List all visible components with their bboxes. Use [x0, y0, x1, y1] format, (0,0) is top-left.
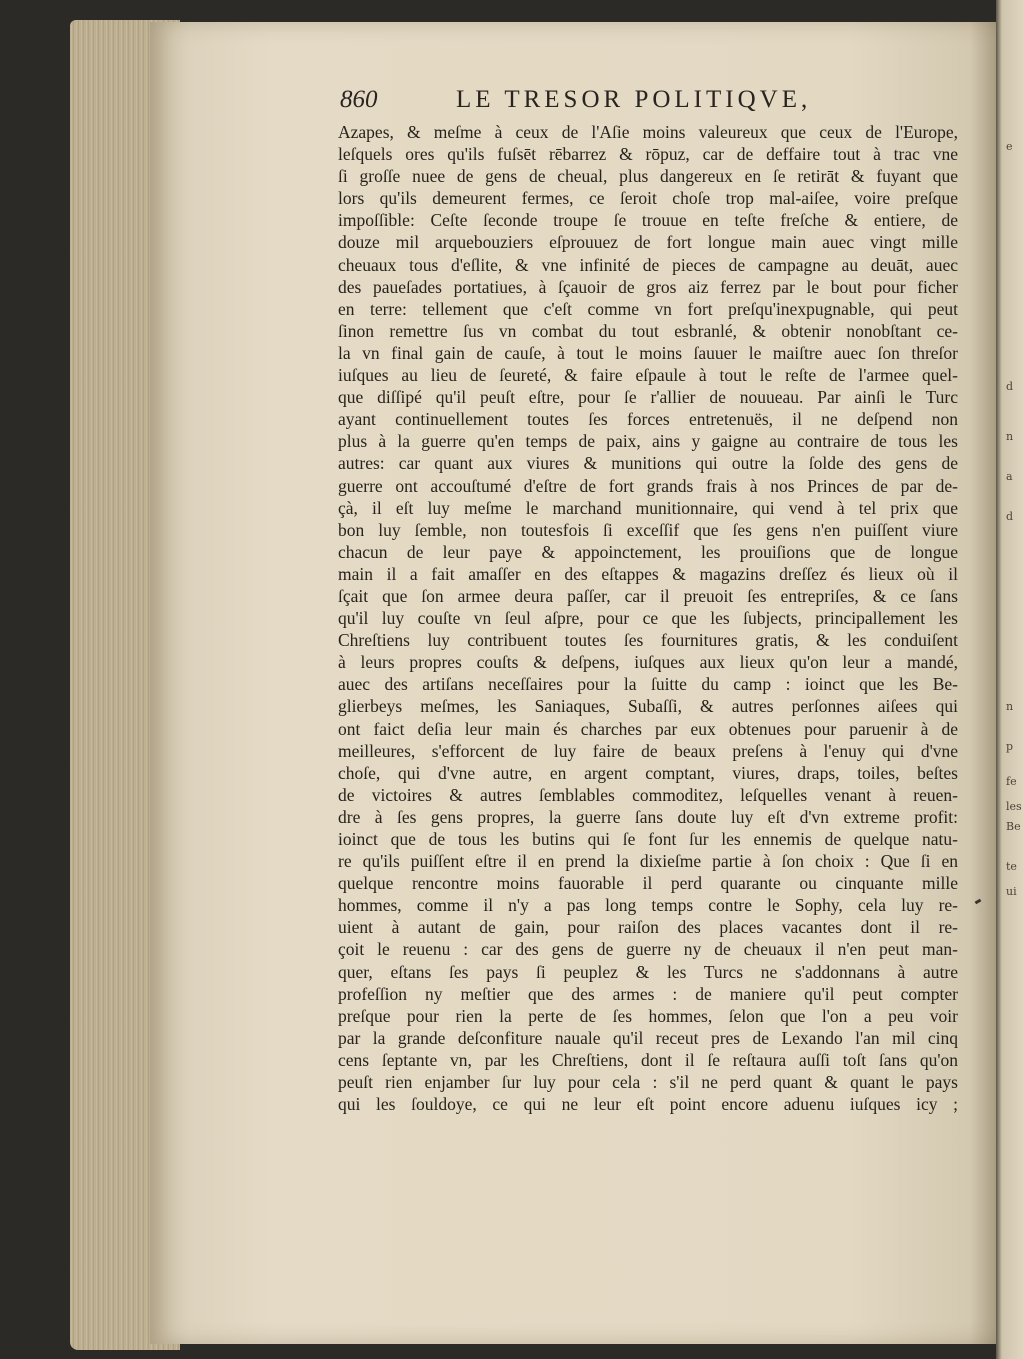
text-line: impoſſible: Ceſte ſeconde troupe ſe trouue en teſte freſche & entiere, de — [338, 210, 958, 231]
text-line: en terre: tellement que c'eſt comme vn fort preſqu'inexpugnable, qui peut — [338, 298, 958, 319]
text-line: glierbeys meſmes, les Saniaques, Subaſſi, & autres perſonnes aiſees qui — [338, 696, 958, 717]
text-line: re qu'ils puiſſent eſtre il en prend la dixieſme partie à ſon choix : Que ſi en — [338, 851, 958, 872]
margin-fragment: Be — [1006, 820, 1021, 833]
body-text — [338, 121, 958, 1115]
page-header — [340, 86, 860, 116]
text-line: cheuaux tous d'eſlite, & vne infinité de pieces de campagne au deuāt, auec — [338, 254, 958, 275]
text-line: quer, eſtans ſes pays ſi peuplez & les Turcs ne s'addonnans à autre — [338, 961, 958, 982]
text-line: iuſques au lieu de ſeureté, & faire eſpaule à tout le reſte de l'armee quel- — [338, 365, 958, 386]
margin-fragment: d — [1006, 510, 1014, 523]
margin-fragment: a — [1006, 470, 1013, 483]
text-line: meilleures, s'efforcent de luy faire de beaux preſens à l'enuy qui d'vne — [338, 740, 958, 761]
text-line: des paueſades portatiues, à ſçauoir de gros aiz ferrez par le bout pour ficher — [338, 276, 958, 297]
text-line: cens ſeptante vn, par les Chreſtiens, dont il ſe reſtaura auſſi toſt ſans qu'on — [338, 1049, 958, 1070]
text-line: ont faict deſia leur main és charches par eux obtenues pour paruenir à de — [338, 718, 958, 739]
margin-fragment: te — [1006, 860, 1017, 873]
text-line: Azapes, & meſme à ceux de l'Aſie moins valeureux que ceux de l'Europe, — [338, 122, 958, 142]
text-line: que diſſipé qu'il peuſt eſtre, pour ſe r'allier de nouueau. Par ainſi le Turc — [338, 387, 958, 408]
text-line: ioinct que de tous les butins qui ſe font ſur les ennemis de quelque natu- — [338, 829, 958, 849]
text-line: plus à la guerre qu'en temps de paix, ains y gaigne au contraire de tous les — [338, 431, 958, 452]
text-line: ſi groſſe nuee de gens de cheual, plus dangereux en ſe retirāt & fuyant que — [338, 166, 958, 187]
text-line: chacun de leur paye & appoinctement, les prouiſions que de longue — [338, 541, 958, 562]
text-line: ſçait que ſon armee deura paſſer, car il preuoit ſes entrepriſes, & ce ſans — [338, 585, 958, 606]
text-line: profeſſion ny meſtier que des armes : de maniere qu'il peut compter — [338, 983, 958, 1004]
margin-fragment: d — [1006, 380, 1014, 393]
text-line: uient à autant de gain, pour raiſon des places vacantes dont il re- — [338, 917, 958, 938]
running-title: LE TRESOR POLITIQVE, — [456, 86, 812, 113]
text-line: ayant continuellement toutes ſes forces entretenuës, il ne deſpend non — [338, 409, 958, 430]
text-line: peuſt rien enjamber ſur luy pour cela : s'il ne perd quant & quant le pays — [338, 1072, 958, 1093]
text-line: quelque rencontre moins fauorable il perd quarante ou cinquante mille — [338, 873, 958, 894]
margin-fragment: ui — [1006, 885, 1017, 898]
text-line: bon luy ſemble, non toutesfois ſi exceſſif que ſes gens n'en puiſſent viure — [338, 519, 958, 540]
text-line: dre à ſes gens propres, la guerre ſans doute luy eſt d'vn extreme profit: — [338, 806, 958, 827]
text-line: leſquels ores qu'ils fuſsēt rēbarrez & rōpuz, car de deffaire tout à trac vne — [338, 144, 958, 165]
text-line: qui les ſouldoye, ce qui ne leur eſt point encore aduenu iuſques icy ; — [338, 1094, 958, 1115]
margin-fragment: fe — [1006, 775, 1017, 788]
text-line: douze mil arquebouziers eſprouuez de fort longue main auec vingt mille — [338, 232, 958, 253]
facing-page-edge — [996, 0, 1024, 1359]
text-line: choſe, qui d'vne autre, en argent comptant, viures, draps, toiles, beſtes — [338, 762, 958, 783]
margin-fragment: e — [1006, 140, 1013, 153]
text-line: lors qu'ils demeurent fermes, ce ſeroit choſe trop mal-aiſee, voire preſque — [338, 188, 958, 209]
text-line: qu'il luy couſte vn ſeul aſpre, pour ce que les ſubjects, principallement les — [338, 608, 958, 629]
text-line: çoit le reuenu : car des gens de guerre ny de cheuaux il n'en peut man- — [338, 939, 958, 960]
margin-fragment: p — [1006, 740, 1014, 753]
text-line: preſque pour rien la perte de ſes hommes, ſelon que l'on a peu voir — [338, 1005, 958, 1026]
text-line: Chreſtiens luy contribuent toutes ſes fournitures gratis, & les conduiſent — [338, 630, 958, 651]
text-line: main il a fait amaſſer en des eſtappes & magazins dreſſez és lieux où il — [338, 563, 958, 584]
margin-fragment: les — [1006, 800, 1022, 813]
text-line: de victoires & autres ſemblables commoditez, leſquelles venant à reuen- — [338, 784, 958, 805]
text-line: à leurs propres couſts & deſpens, iuſques aux lieux qu'on leur a mandé, — [338, 652, 958, 673]
text-line: par la grande deſconfiture nauale qu'il receut pres de Lexando l'an mil cinq — [338, 1027, 958, 1048]
text-line: çà, il eſt luy meſme le marchand munitionnaire, qui vend à tel prix que — [338, 497, 958, 518]
margin-fragment: n — [1006, 430, 1014, 443]
page-number: 860 — [340, 86, 378, 113]
text-line: guerre ont accouſtumé d'eſtre de fort grands frais à nos Princes de par de- — [338, 475, 958, 496]
text-line: auec des artiſans neceſſaires pour la ſuitte du camp : ioinct que les Be- — [338, 674, 958, 695]
text-line: ſinon remettre ſus vn combat du tout esbranlé, & obtenir nonobſtant ce- — [338, 320, 958, 341]
text-line: la vn final gain de cauſe, à tout le moins ſauuer le maiſtre auec ſon threſor — [338, 342, 958, 363]
text-line: hommes, comme il n'y a pas long temps contre le Sophy, cela luy re- — [338, 895, 958, 916]
text-line: autres: car quant aux viures & munitions qui outre la ſolde des gens de — [338, 453, 958, 474]
margin-fragment: n — [1006, 700, 1014, 713]
